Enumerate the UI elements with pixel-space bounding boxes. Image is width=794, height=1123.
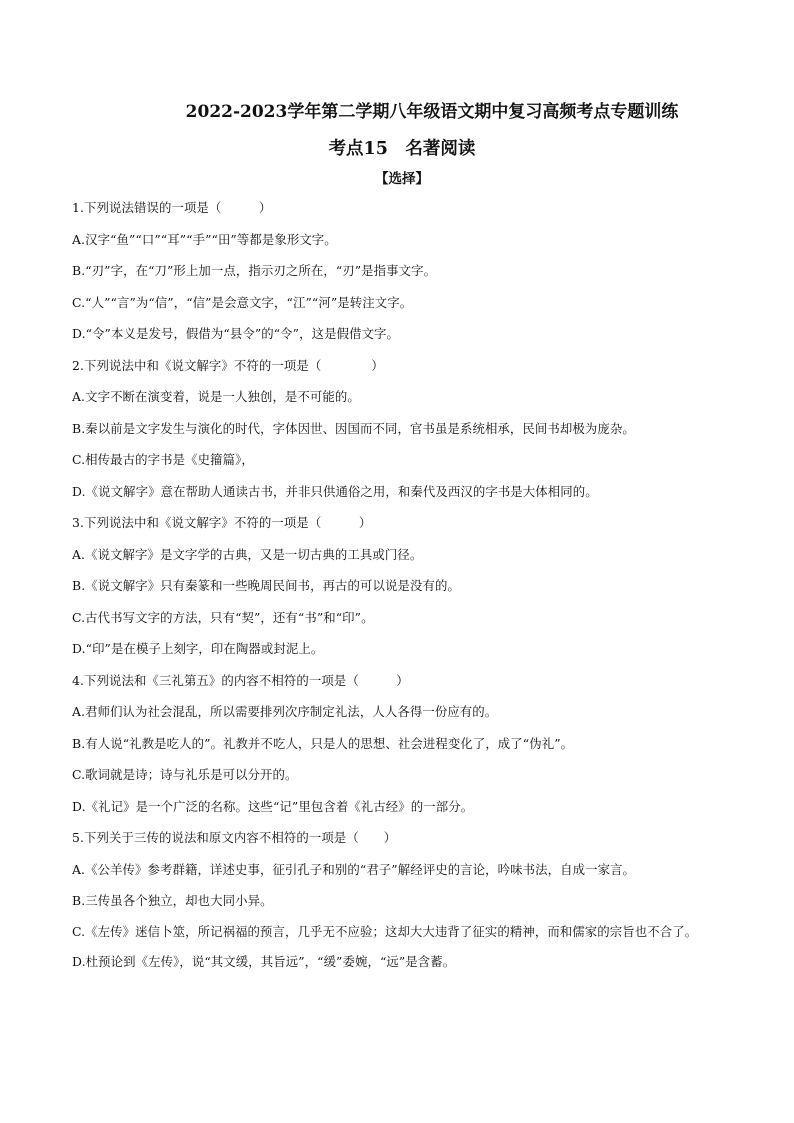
option-c: C.歌词就是诗；诗与礼乐是可以分开的。 (72, 767, 298, 782)
option-d: D.杜预论到《左传》，说“其文缓，其旨远”，“缓”委婉，“远”是含蓄。 (72, 953, 456, 969)
question-4 (72, 665, 732, 823)
option-b: B.秦以前是文字发生与演化的时代，字体因世、因国而不同，官书虽是系统相承，民间书却极为庞杂。 (72, 420, 635, 436)
question-stem: 3.下列说法中和《说文解字》不符的一项是（ ） (72, 515, 372, 530)
question-2 (72, 350, 732, 508)
option-d: D.《礼记》是一个广泛的名称。这些“记”里包含着《礼古经》的一部分。 (72, 798, 474, 814)
option-b: B.有人说“礼教是吃人的”。礼教并不吃人，只是人的思想、社会进程变化了，成了“伪礼”。 (72, 735, 574, 751)
option-c: C.《左传》迷信卜筮，所记祸福的预言，几乎无不应验；这却大大违背了征实的精神，而和儒家的宗旨也不合了。 (72, 923, 698, 939)
question-stem: 1.下列说法错误的一项是（ ） (72, 200, 272, 215)
option-c: C.古代书写文字的方法，只有“契”，还有“书”和“印”。 (72, 609, 374, 625)
question-5 (72, 822, 732, 977)
option-b: B.三传虽各个独立，却也大同小异。 (72, 893, 273, 908)
option-a: A.《公羊传》参考群籍，详述史事，征引孔子和别的“君子”解经评史的言论，吟味书法，自成一家言。 (72, 861, 636, 877)
option-a: A.君师们认为社会混乱，所以需要排列次序制定礼法，人人各得一份应有的。 (72, 704, 498, 719)
document-page (72, 100, 732, 977)
section-heading: 【选择】 (375, 171, 429, 187)
option-a: A.汉字“鱼”“口”“耳”“手”“田”等都是象形文字。 (72, 231, 337, 247)
question-stem: 4.下列说法和《三礼第五》的内容不相符的一项是（ ） (72, 672, 409, 688)
option-b: B.“刃”字，在“刀”形上加一点，指示刃之所在，“刃”是指事文字。 (72, 263, 437, 278)
option-a: A.文字不断在演变着，说是一人独创，是不可能的。 (72, 389, 360, 404)
option-d: D.“印”是在模子上刻字，印在陶器或封泥上。 (72, 641, 324, 656)
option-b: B.《说文解字》只有秦篆和一些晚周民间书，再古的可以说是没有的。 (72, 578, 460, 593)
question-1 (72, 192, 732, 350)
question-stem: 2.下列说法中和《说文解字》不符的一项是（ ） (72, 357, 384, 373)
question-3 (72, 507, 732, 665)
option-a: A.《说文解字》是文字学的古典，又是一切古典的工具或门径。 (72, 546, 423, 562)
option-c: C.“人”“言”为“信”，“信”是会意文字，“江”“河”是转注文字。 (72, 294, 413, 310)
option-d: D.《说文解字》意在帮助人通读古书，并非只供通俗之用，和秦代及西汉的字书是大体相同的。 (72, 483, 598, 499)
document-subtitle: 考点15 名著阅读 (328, 139, 476, 159)
document-title: 2022-2023学年第二学期八年级语文期中复习高频考点专题训练 (185, 102, 679, 122)
option-c: C.相传最古的字书是《史籀篇》， (72, 452, 254, 467)
question-stem: 5.下列关于三传的说法和原文内容不相符的一项是（ ） (72, 830, 397, 845)
option-d: D.“令”本义是发号，假借为“县令”的“令”，这是假借文字。 (72, 326, 400, 341)
